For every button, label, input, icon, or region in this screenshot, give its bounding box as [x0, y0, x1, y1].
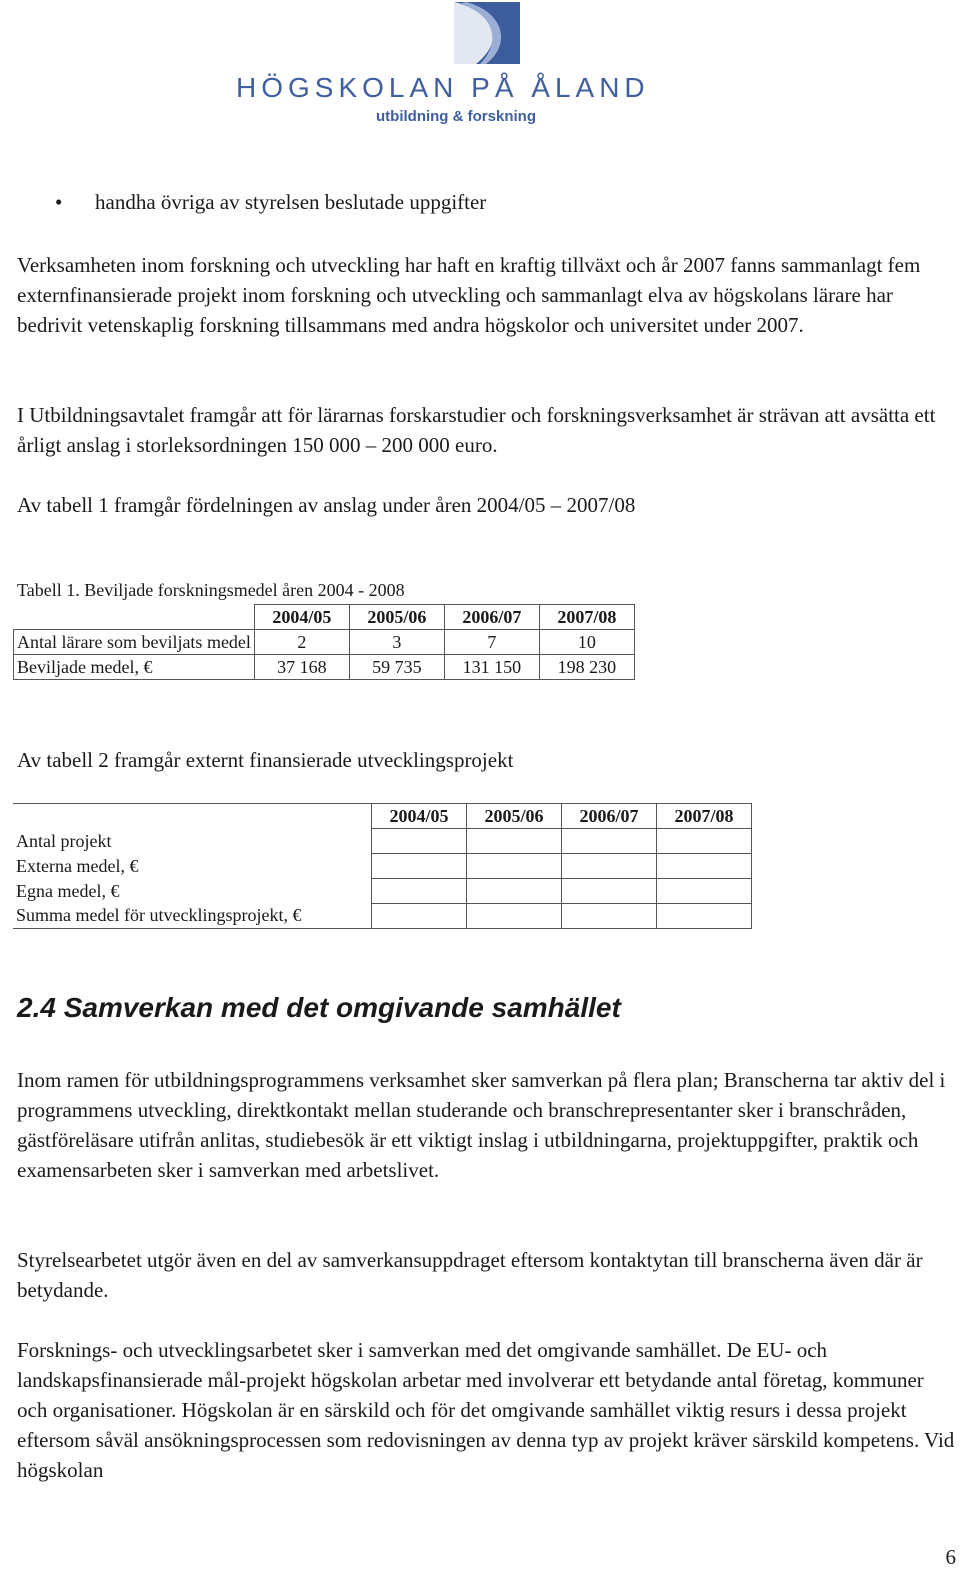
- table-cell: 2: [254, 630, 349, 655]
- table-header-cell: 2004/05: [254, 605, 349, 630]
- logo-tagline: utbildning & forskning: [376, 108, 536, 125]
- paragraph-table1-intro: Av tabell 1 framgår fördelningen av anslag under åren 2004/05 – 2007/08: [17, 493, 636, 517]
- table-corner: [13, 804, 372, 829]
- table-cell: 131 150: [444, 655, 539, 680]
- table-header-cell: 2005/06: [349, 605, 444, 630]
- paragraph-education-agreement: I Utbildningsavtalet framgår att för lärarnas forskarstudier och forskningsverksamhet är strävan att avsätta ett årligt anslag i storleksordningen 150 000 – 200 000 euro.: [17, 403, 936, 457]
- table-cell: [562, 854, 657, 879]
- table-cell: 37 168: [254, 655, 349, 680]
- table-row: [13, 829, 752, 854]
- table-cell: [657, 829, 752, 854]
- row-label: Antal projekt: [16, 830, 112, 851]
- table-cell: [657, 904, 752, 929]
- table-header-cell: 2007/08: [657, 804, 752, 829]
- table1-caption: Tabell 1. Beviljade forskningsmedel åren 2004 - 2008: [17, 580, 405, 600]
- table-cell: [467, 904, 562, 929]
- table-cell: 59 735: [349, 655, 444, 680]
- paragraph-table2-intro: Av tabell 2 framgår externt finansierade utvecklingsprojekt: [17, 748, 514, 772]
- table-header-cell: 2005/06: [467, 804, 562, 829]
- table-row: [14, 655, 635, 680]
- table-cell: [562, 879, 657, 904]
- paragraph-board-work: Styrelsearbetet utgör även en del av samverkansuppdraget eftersom kontaktytan till branscherna även där är betydande.: [17, 1248, 923, 1302]
- table-development-projects: [13, 803, 752, 929]
- table-cell: [657, 879, 752, 904]
- table-header-row: [14, 605, 635, 630]
- table-cell: 7: [444, 630, 539, 655]
- table-cell: [372, 854, 467, 879]
- institution-logo: [236, 0, 736, 130]
- table-cell: 10: [539, 630, 634, 655]
- page-number: 6: [945, 1545, 956, 1569]
- table-row: [13, 879, 752, 904]
- table-cell: [372, 879, 467, 904]
- table-cell: 198 230: [539, 655, 634, 680]
- section-heading: 2.4 Samverkan med det omgivande samhället: [17, 992, 621, 1023]
- logo-name: HÖGSKOLAN PÅ ÅLAND: [236, 72, 650, 103]
- paragraph-cooperation-programmes: Inom ramen för utbildningsprogrammens verksamhet sker samverkan på flera plan; Branscherna tar aktiv del i programmens utveckling, direktkontakt mellan studerande och branschrepresentanter sker i branschråden, gästföreläsare utifrån anlitas, studiebesök är ett viktigt inslag i utbildningarna, projektuppgifter, praktik och examensarbeten sker i samverkan med arbetslivet.: [17, 1068, 946, 1182]
- table-cell: [372, 904, 467, 929]
- row-label: Summa medel för utvecklingsprojekt, €: [13, 904, 372, 929]
- row-label: Beviljade medel, €: [14, 655, 255, 680]
- table-cell: [657, 854, 752, 879]
- table-cell: [467, 829, 562, 854]
- table-header-cell: 2006/07: [444, 605, 539, 630]
- table-research-funding: [13, 604, 635, 680]
- table-cell: 3: [349, 630, 444, 655]
- table-header-row: [13, 804, 752, 829]
- bullet-icon: •: [55, 190, 63, 214]
- bullet-item: handha övriga av styrelsen beslutade uppgifter: [95, 190, 487, 214]
- table-header-cell: 2004/05: [372, 804, 467, 829]
- logo-mark-icon: [446, 0, 526, 70]
- table-header-cell: 2006/07: [562, 804, 657, 829]
- table-header-cell: 2007/08: [539, 605, 634, 630]
- paragraph-research-cooperation: Forsknings- och utvecklingsarbetet sker i samverkan med det omgivande samhället. De EU- och landskapsfinansierade mål-projekt högskolan arbetar med involverar ett betydande antal företag, kommuner och organisationer. Högskolan är en särskild och för det omgivande samhället viktig resurs i dessa projekt eftersom såväl ansökningsprocessen som redovisningen av denna typ av projekt kräver särskild kompetens. Vid högskolan: [17, 1338, 955, 1482]
- row-label: Externa medel, €: [16, 855, 139, 876]
- paragraph-research-growth: Verksamheten inom forskning och utveckling har haft en kraftig tillväxt och år 2007 fanns sammanlagt fem externfinansierade projekt inom forskning och utveckling och sammanlagt elva av högskolans lärare har bedrivit vetenskaplig forskning tillsammans med andra högskolor och universitet under 2007.: [17, 253, 921, 337]
- table-cell: [372, 829, 467, 854]
- table-cell: [562, 829, 657, 854]
- table-row: [14, 630, 635, 655]
- table-cell: [562, 904, 657, 929]
- row-label: Antal lärare som beviljats medel: [14, 630, 255, 655]
- table-row: [13, 854, 752, 879]
- table-cell: [467, 854, 562, 879]
- table-corner: [14, 605, 255, 630]
- table-row: [13, 904, 752, 929]
- row-label: Egna medel, €: [16, 880, 120, 901]
- table-cell: [467, 879, 562, 904]
